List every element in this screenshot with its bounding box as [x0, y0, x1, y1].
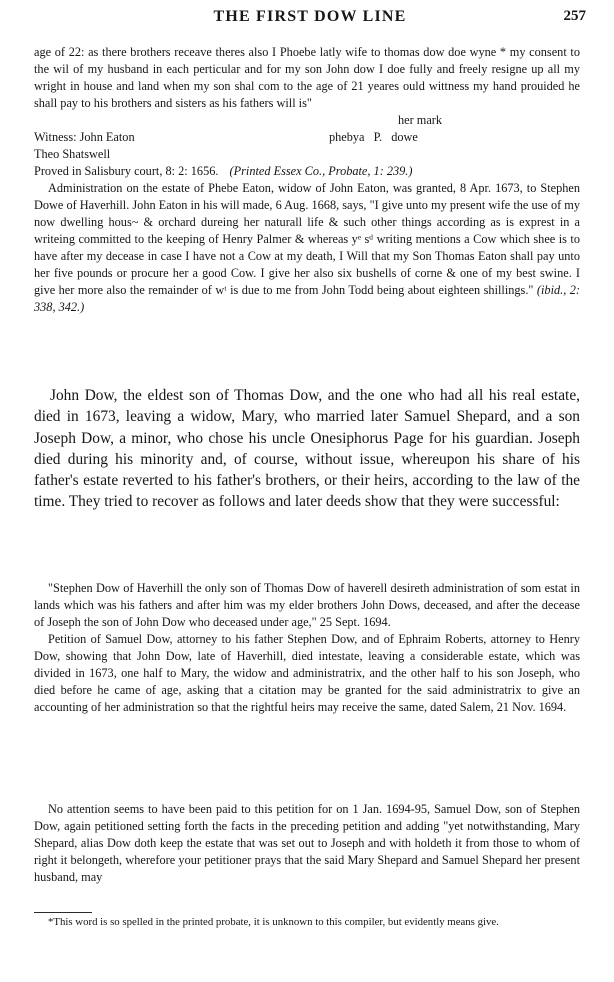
petition-followup: No attention seems to have been paid to this petition for on 1 Jan. 1694-95, Samuel Dow, son of Stephen Dow, again petitioned setting forth the facts in the preceding petition and adding "yet notwithstanding, Mary Shepard, alias Dow doth keep the estate that was set out to Joseph and with holdeth it from those to whom of right it belongeth, wherefore your petitioner prays that the said Mary Shepard and Samuel Shepard her present husband, may — [34, 802, 580, 884]
probate-proved-line — [34, 163, 412, 180]
page-number: 257 — [563, 8, 586, 24]
proved-citation: (Printed Essex Co., Probate, 1: 239.) — [229, 164, 413, 178]
witness-line: Witness: John Eaton — [34, 130, 135, 144]
administration-citation: (ibid., 2: 338, 342.) — [34, 283, 580, 314]
petition-samuel-dow: Petition of Samuel Dow, attorney to his father Stephen Dow, and of Ephraim Roberts, attorney to Henry Dow, showing that John Dow, late of Haverhill, died intestate, leaving a considerable estate, which was divided in 1673, one half to Mary, the widow and administratrix, and the other half to his son Joseph, who died before he came of age, asking that a citation may be granted for the said administratrix to give an accounting of her administration so that the rightful heirs may receive the same, dated Salem, 21 Nov. 1694. — [34, 632, 580, 714]
will-text: age of 22: as there brothers receave theres also I Phoebe latly wife to thomas dow doe wyne * my consent to the wil of my husband in each perticular and for my son John dow I doe fully and freely resigne up all my wright in house and land when my son shal com to the age of 21 yeares ould wittness my hand prouided he shall pay to his brothers and sisters as his fathers will is" — [34, 45, 580, 110]
second-witness: Theo Shatswell — [34, 147, 111, 161]
signature: phebya P. dowe — [329, 130, 418, 144]
administration-paragraph — [34, 180, 580, 316]
quote-stephen-dow: "Stephen Dow of Haverhill the only son of Thomas Dow of haverell desireth administration of som estat in lands which was his fathers and after him was my elder brothers John Dows, deceased, and after the decease of Joseph the son of John Dow who deceased under age," 25 Sept. 1694. — [34, 581, 580, 629]
mark-note: her mark — [398, 113, 443, 127]
proved-text: Proved in Salisbury court, 8: 2: 1656. — [34, 164, 219, 178]
narrative-paragraph: John Dow, the eldest son of Thomas Dow, and the one who had all his real estate, died in 1673, leaving a widow, Mary, who married later Samuel Shepard, and a son Joseph Dow, a minor, who chose his uncle Onesiphorus Page for his guardian. Joseph died during his minority and, of course, without issue, whereupon his share of his father's estate reverted to his father's brothers, or their heirs, according to the law of the time. They tried to recover as follows and later deeds show that they were successful: — [34, 387, 580, 511]
administration-text: Administration on the estate of Phebe Eaton, widow of John Eaton, was granted, 8 Apr. 1673, to Stephen Dowe of Haverhill. John Eaton in his will made, 6 Aug. 1668, says, "I give unto my present wife the use of my now dwelling hous~ & orchard dureing her naturall life & such other things according as is exprest in a writeing committed to the keeping of Henry Palmer & whereas yᵉ sᵈ writing mentions a Cow which shee is to have after my decease in case I have not a Cow at my death, I Will that my Son Thomas Eaton shall pay unto her five pounds or procure her a good Cow. I give her also six bushells of corne & one of my best swine. I give her more also the remainder of wᵗ is due to me from John Todd being about eighteen shillings." — [34, 181, 580, 297]
running-head — [34, 8, 586, 28]
running-head-title: THE FIRST DOW LINE — [213, 8, 407, 25]
footnote: *This word is so spelled in the printed probate, it is unknown to this compiler, but evidently means give. — [48, 916, 499, 928]
footnote-rule — [34, 912, 92, 913]
